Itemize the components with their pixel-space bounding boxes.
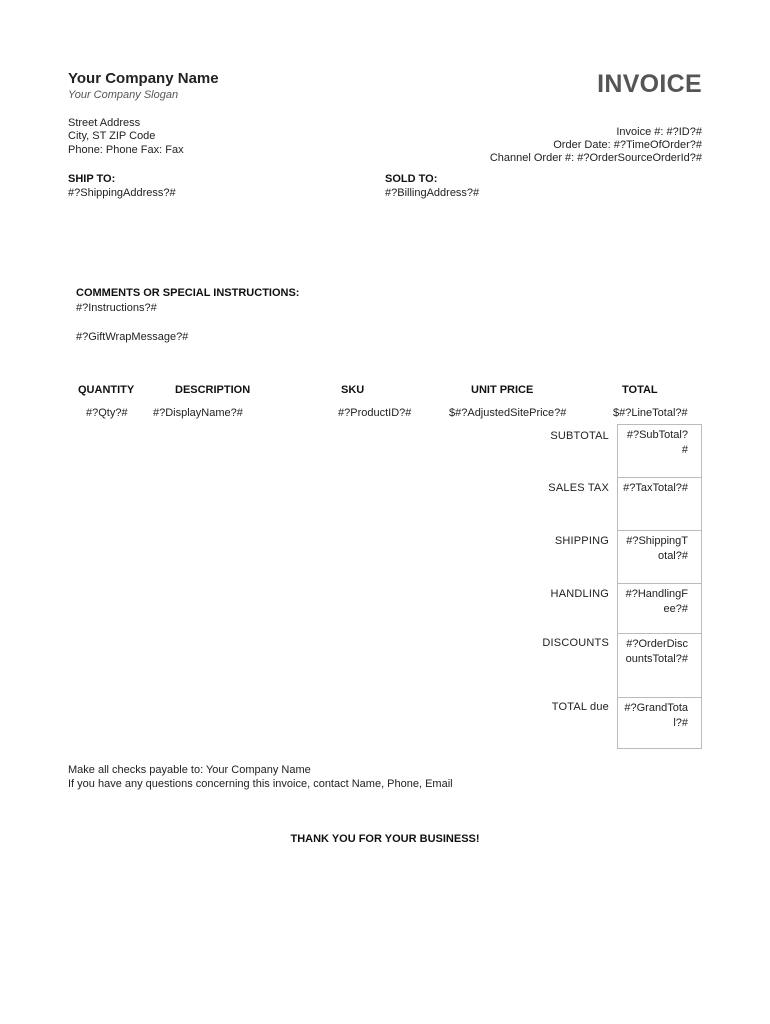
header-quantity: QUANTITY <box>78 384 135 396</box>
ship-to-label: SHIP TO: <box>68 173 116 185</box>
cell-qty: #?Qty?# <box>86 407 128 419</box>
invoice-title: INVOICE <box>597 70 702 98</box>
checks-payable-text: Make all checks payable to: Your Company Name <box>68 764 311 776</box>
company-slogan: Your Company Slogan <box>68 89 179 101</box>
discounts-label: DISCOUNTS <box>542 637 609 649</box>
discounts-value: #?OrderDiscountsTotal?# <box>617 633 702 697</box>
company-city: City, ST ZIP Code <box>68 130 156 142</box>
sales-tax-value: #?TaxTotal?# <box>617 477 702 530</box>
cell-unit-price: $#?AdjustedSitePrice?# <box>449 407 567 419</box>
comments-label: COMMENTS OR SPECIAL INSTRUCTIONS: <box>76 287 300 299</box>
cell-description: #?DisplayName?# <box>153 407 243 419</box>
invoice-number: Invoice #: #?ID?# <box>616 126 702 138</box>
instructions-value: #?Instructions?# <box>76 302 157 314</box>
subtotal-value: #?SubTotal?# <box>617 424 702 477</box>
subtotal-label: SUBTOTAL <box>550 430 609 442</box>
shipping-value: #?ShippingTotal?# <box>617 530 702 583</box>
cell-line-total: $#?LineTotal?# <box>613 407 688 419</box>
shipping-label: SHIPPING <box>554 535 609 547</box>
questions-text: If you have any questions concerning this invoice, contact Name, Phone, Email <box>68 778 453 790</box>
channel-order: Channel Order #: #?OrderSourceOrderId?# <box>489 152 702 164</box>
sold-to-label: SOLD TO: <box>385 173 438 185</box>
gift-wrap-value: #?GiftWrapMessage?# <box>76 331 189 343</box>
header-unit-price: UNIT PRICE <box>471 384 534 396</box>
handling-value: #?HandlingFee?# <box>617 583 702 633</box>
company-street: Street Address <box>68 117 141 129</box>
ship-to-value: #?ShippingAddress?# <box>68 187 176 199</box>
thank-you-text: THANK YOU FOR YOUR BUSINESS! <box>290 833 480 845</box>
company-name: Your Company Name <box>68 70 219 87</box>
header-total: TOTAL <box>622 384 658 396</box>
header-description: DESCRIPTION <box>175 384 251 396</box>
total-due-value: #?GrandTotal?# <box>617 697 702 749</box>
handling-label: HANDLING <box>550 588 609 600</box>
order-date: Order Date: #?TimeOfOrder?# <box>553 139 702 151</box>
header-sku: SKU <box>341 384 365 396</box>
total-due-label: TOTAL due <box>551 701 609 713</box>
company-phone: Phone: Phone Fax: Fax <box>68 144 184 156</box>
sold-to-value: #?BillingAddress?# <box>385 187 480 199</box>
cell-sku: #?ProductID?# <box>338 407 412 419</box>
sales-tax-label: SALES TAX <box>548 482 609 494</box>
